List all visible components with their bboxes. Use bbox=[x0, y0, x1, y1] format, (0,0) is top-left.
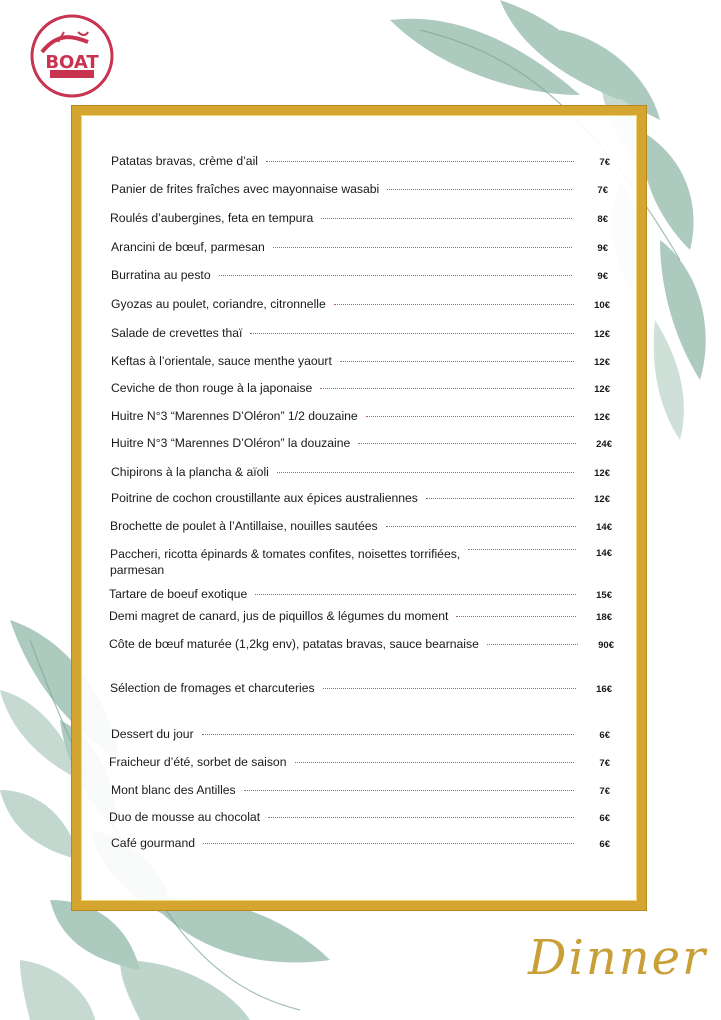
menu-item-price: 6€ bbox=[599, 730, 610, 741]
menu-item-name: Patatas bravas, crème d’ail bbox=[111, 154, 258, 168]
menu-item-name: Côte de bœuf maturée (1,2kg env), patatas bravas, sauce bearnaise bbox=[109, 637, 479, 651]
dot-leader bbox=[273, 247, 572, 248]
dot-leader bbox=[321, 218, 572, 219]
dot-leader bbox=[358, 443, 576, 444]
menu-item-name: Salade de crevettes thaï bbox=[111, 326, 243, 340]
menu-item bbox=[111, 465, 610, 481]
menu-item bbox=[111, 727, 610, 743]
menu-item bbox=[111, 297, 610, 313]
menu-item bbox=[111, 409, 610, 425]
menu-item-name: Café gourmand bbox=[111, 836, 196, 850]
dot-leader bbox=[340, 361, 574, 362]
menu-item-name: Ceviche de thon rouge à la japonaise bbox=[111, 381, 313, 395]
menu-item-name: Fraicheur d’été, sorbet de saison bbox=[109, 755, 287, 769]
dot-leader bbox=[334, 304, 574, 305]
menu-item-name: Poitrine de cochon croustillante aux épices australiennes bbox=[111, 491, 418, 505]
menu-item-price: 6€ bbox=[599, 813, 610, 824]
menu-item bbox=[111, 381, 610, 397]
menu-item-price: 8€ bbox=[597, 214, 608, 225]
menu-item-name: Arancini de bœuf, parmesan bbox=[111, 240, 265, 254]
menu-item-name: Huitre N°3 “Marennes D’Oléron” la douzaine bbox=[111, 436, 351, 450]
menu-item-name: Roulés d’aubergines, feta en tempura bbox=[110, 211, 314, 225]
menu-item-price: 12€ bbox=[594, 468, 610, 479]
menu-item-name: Gyozas au poulet, coriandre, citronnelle bbox=[111, 297, 326, 311]
menu-item-price: 12€ bbox=[594, 494, 610, 505]
menu-item-price: 7€ bbox=[599, 758, 610, 769]
menu-item-name: Sélection de fromages et charcuteries bbox=[110, 681, 315, 695]
menu-item bbox=[110, 546, 612, 578]
menu-item-price: 12€ bbox=[594, 412, 610, 423]
dot-leader bbox=[387, 189, 572, 190]
menu-item-price: 12€ bbox=[594, 357, 610, 368]
dot-leader bbox=[456, 616, 576, 617]
menu-item-price: 12€ bbox=[594, 329, 610, 340]
dot-leader bbox=[426, 498, 574, 499]
menu-item-price: 10€ bbox=[594, 300, 610, 311]
menu-item bbox=[111, 783, 610, 799]
menu-item-name: Duo de mousse au chocolat bbox=[109, 810, 261, 824]
menu-item-name: Demi magret de canard, jus de piquillos & légumes du moment bbox=[109, 609, 449, 623]
menu-item-price: 15€ bbox=[596, 590, 612, 601]
menu-item-price: 24€ bbox=[596, 439, 612, 450]
menu-item bbox=[111, 268, 608, 284]
menu-item-name: Chipirons à la plancha & aïoli bbox=[111, 465, 269, 479]
menu-item-price: 18€ bbox=[596, 612, 612, 623]
dot-leader bbox=[277, 472, 574, 473]
menu-item-name: Panier de frites fraîches avec mayonnaise wasabi bbox=[111, 182, 380, 196]
dinner-signature: Dinner bbox=[528, 930, 708, 986]
logo-text: BOAT bbox=[45, 52, 99, 73]
menu-item-name: Brochette de poulet à l’Antillaise, nouilles sautées bbox=[110, 519, 378, 533]
menu-item bbox=[111, 354, 610, 370]
menu-item-price: 7€ bbox=[599, 786, 610, 797]
menu-item bbox=[110, 519, 612, 535]
menu-item-price: 7€ bbox=[597, 185, 608, 196]
menu-item-name: Mont blanc des Antilles bbox=[111, 783, 236, 797]
dot-leader bbox=[268, 817, 574, 818]
menu-item-price: 14€ bbox=[596, 522, 612, 533]
menu-item bbox=[110, 681, 612, 697]
menu-item bbox=[111, 491, 610, 507]
menu-item-name: Dessert du jour bbox=[111, 727, 194, 741]
menu-item-name: Tartare de boeuf exotique bbox=[109, 587, 248, 601]
menu-item-name-continued: parmesan bbox=[110, 563, 165, 577]
menu-item-price: 12€ bbox=[594, 384, 610, 395]
menu-item bbox=[111, 182, 608, 198]
menu-item-price: 9€ bbox=[597, 243, 608, 254]
dot-leader bbox=[320, 388, 574, 389]
menu-item bbox=[109, 755, 610, 771]
dot-leader bbox=[366, 416, 574, 417]
menu-item bbox=[111, 240, 608, 256]
dot-leader bbox=[487, 644, 578, 645]
dot-leader bbox=[203, 843, 574, 844]
dot-leader bbox=[244, 790, 574, 791]
menu-item-price: 90€ bbox=[598, 640, 614, 651]
menu-item-price: 14€ bbox=[596, 548, 612, 559]
boat-logo bbox=[28, 12, 116, 100]
menu-item bbox=[111, 436, 612, 452]
dot-leader bbox=[202, 734, 574, 735]
menu-item-price: 9€ bbox=[597, 271, 608, 282]
menu-item bbox=[109, 587, 612, 603]
menu-item-name: Huitre N°3 “Marennes D’Oléron” 1/2 douzaine bbox=[111, 409, 358, 423]
menu-item bbox=[111, 326, 610, 342]
dot-leader bbox=[255, 594, 576, 595]
menu-item-price: 6€ bbox=[599, 839, 610, 850]
dot-leader bbox=[250, 333, 574, 334]
dot-leader bbox=[468, 549, 576, 550]
menu-item bbox=[109, 637, 614, 653]
menu-item-name: Paccheri, ricotta épinards & tomates confites, noisettes torrifiées, parmesan bbox=[110, 547, 461, 577]
dot-leader bbox=[323, 688, 576, 689]
menu-item bbox=[109, 810, 610, 826]
menu-item-price: 7€ bbox=[599, 157, 610, 168]
dot-leader bbox=[386, 526, 576, 527]
menu-item-name: Burratina au pesto bbox=[111, 268, 211, 282]
menu-item-name: Keftas à l’orientale, sauce menthe yaourt bbox=[111, 354, 332, 368]
dot-leader bbox=[219, 275, 572, 276]
menu-item bbox=[111, 154, 610, 170]
menu-item bbox=[109, 609, 612, 625]
dot-leader bbox=[295, 762, 575, 763]
menu-item bbox=[111, 836, 610, 852]
menu-item bbox=[110, 211, 608, 227]
menu-item-price: 16€ bbox=[596, 684, 612, 695]
dot-leader bbox=[266, 161, 574, 162]
